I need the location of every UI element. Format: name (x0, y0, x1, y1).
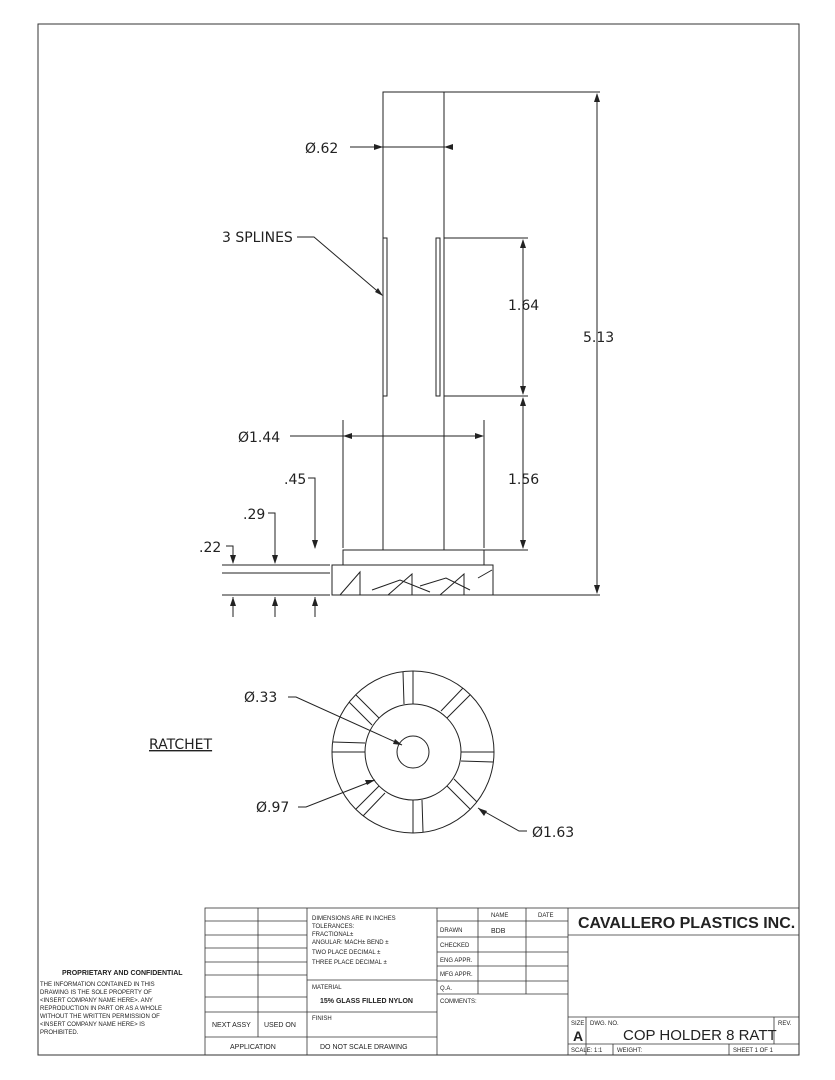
sheet-border (38, 24, 799, 1055)
dim-045: .45 (284, 472, 307, 488)
proprietary-text (40, 982, 162, 1036)
row-drawn: DRAWN (440, 928, 463, 934)
ratchet-slots (332, 671, 494, 833)
company-name: CAVALLERO PLASTICS INC. (578, 915, 796, 932)
size-label: SIZE (571, 1021, 585, 1027)
tolerance-line: DIMENSIONS ARE IN INCHES (312, 916, 396, 922)
row-comments: COMMENTS: (440, 999, 477, 1005)
date-header: DATE (538, 913, 554, 919)
dim-144: Ø1.44 (238, 430, 281, 446)
proprietary-line: <INSERT COMPANY NAME HERE> IS (40, 1022, 145, 1028)
finish-label: FINISH (312, 1016, 332, 1022)
tolerance-line: TOLERANCES: (312, 924, 355, 930)
proprietary-heading: PROPRIETARY AND CONFIDENTIAL (62, 970, 183, 977)
shaft (383, 92, 444, 550)
material-value: 15% GLASS FILLED NYLON (320, 998, 413, 1005)
row-checked: CHECKED (440, 943, 470, 949)
dim-029: .29 (243, 507, 266, 523)
bore-circle (397, 736, 429, 768)
tolerance-line: TWO PLACE DECIMAL ± (312, 950, 381, 956)
leader-097 (298, 780, 375, 807)
tolerance-line: ANGULAR: MACH± BEND ± (312, 940, 389, 946)
used-on-label: USED ON (264, 1022, 296, 1029)
ratchet-end-view (288, 671, 527, 833)
dim-097: Ø.97 (256, 800, 290, 816)
weight: WEIGHT: (617, 1048, 642, 1054)
sheet-number: SHEET 1 OF 1 (733, 1048, 773, 1054)
dim-splines: 3 SPLINES (222, 230, 293, 246)
dwg-no-label: DWG. NO. (590, 1021, 619, 1027)
proprietary-line: THE INFORMATION CONTAINED IN THIS (40, 982, 155, 988)
dim-513: 5.13 (583, 330, 615, 346)
row-eng-appr: ENG APPR. (440, 958, 473, 964)
dwg-no: COP HOLDER 8 RATT (623, 1027, 777, 1044)
elevation-view (222, 92, 600, 617)
dim-line-045 (308, 478, 315, 548)
arrowheads (230, 93, 600, 606)
dim-163: Ø1.63 (532, 825, 575, 841)
next-assy-label: NEXT ASSY (212, 1022, 251, 1029)
dim-033: Ø.33 (244, 690, 278, 706)
proprietary-line: WITHOUT THE WRITTEN PERMISSION OF (40, 1014, 160, 1020)
proprietary-line: PROHIBITED. (40, 1030, 79, 1036)
view-label: RATCHET (149, 737, 213, 753)
dim-156: 1.56 (508, 472, 540, 488)
proprietary-line: REPRODUCTION IN PART OR AS A WHOLE (40, 1006, 163, 1012)
size-value: A (573, 1028, 584, 1044)
material-label: MATERIAL (312, 985, 342, 991)
row-qa: Q.A. (440, 986, 453, 992)
dim-022: .22 (199, 540, 222, 556)
row-mfg-appr: MFG APPR. (440, 972, 473, 978)
end-view-arrowheads (365, 739, 487, 816)
proprietary-line: <INSERT COMPANY NAME HERE>. ANY (40, 998, 153, 1004)
spline-right (436, 238, 440, 396)
rev-label: REV. (778, 1021, 792, 1027)
tolerances-block (312, 916, 396, 966)
ratchet-teeth (340, 570, 492, 595)
name-header: NAME (491, 913, 509, 919)
drawn-by: BDB (491, 928, 506, 935)
scale: SCALE: 1:1 (571, 1048, 603, 1054)
proprietary-line: DRAWING IS THE SOLE PROPERTY OF (40, 990, 152, 996)
spline-leader (297, 237, 382, 295)
application-label: APPLICATION (230, 1044, 276, 1051)
flange (343, 550, 484, 565)
do-not-scale: DO NOT SCALE DRAWING (320, 1044, 408, 1051)
dim-164: 1.64 (508, 298, 540, 314)
dim-062: Ø.62 (305, 141, 339, 157)
tolerance-line: FRACTIONAL± (312, 932, 354, 938)
spline-left (383, 238, 387, 396)
leader-033 (288, 697, 402, 745)
tolerance-line: THREE PLACE DECIMAL ± (312, 960, 387, 966)
middle-circle (365, 704, 461, 800)
